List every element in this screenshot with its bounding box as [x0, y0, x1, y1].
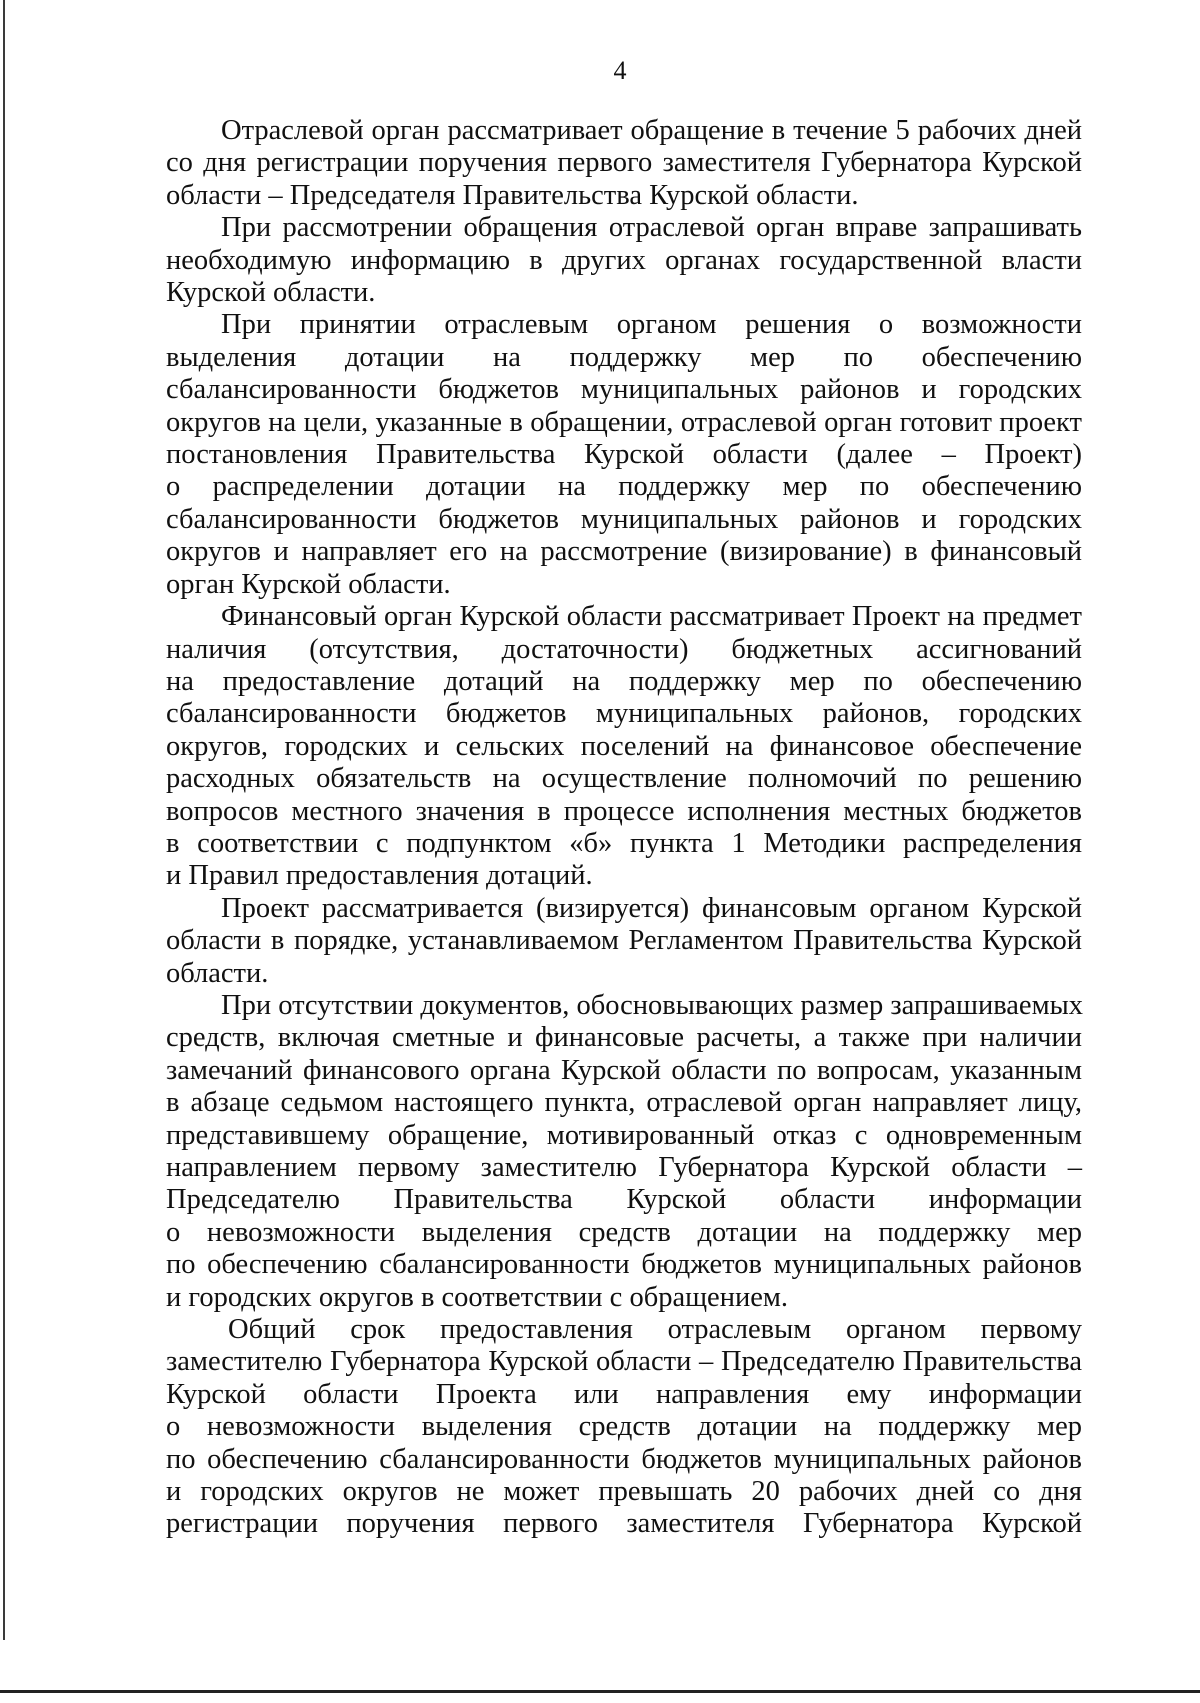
text-line: При принятии отраслевым органом решения о возможности	[221, 309, 1082, 341]
text-line: Председателю Правительства Курской области информации	[166, 1184, 1082, 1216]
text-line: на предоставление дотаций на поддержку мер по обеспечению	[166, 665, 1082, 697]
text-line: необходимую информацию в других органах государственной власти	[166, 244, 1082, 276]
text-line: Отраслевой орган рассматривает обращение в течение 5 рабочих дней	[221, 115, 1082, 146]
text-line: со дня регистрации поручения первого заместителя Губернатора Курской	[166, 147, 1082, 179]
text-line: о распределении дотации на поддержку мер по обеспечению	[166, 471, 1082, 503]
document-body	[166, 115, 1082, 1541]
text-line: Общий срок предоставления отраслевым органом первому	[228, 1314, 1082, 1346]
text-line: орган Курской области.	[166, 568, 451, 600]
text-line: сбалансированности бюджетов муниципальных районов, городских	[166, 698, 1082, 730]
scan-bottom-edge-line	[0, 1690, 1200, 1693]
text-line: о невозможности выделения средств дотации на поддержку мер	[166, 1411, 1082, 1443]
paragraph-draft-preparation	[166, 309, 1082, 601]
text-line: наличия (отсутствия, достаточности) бюджетных ассигнований	[166, 633, 1082, 665]
paragraph-refusal-grounds	[166, 990, 1082, 1314]
paragraph-approval-procedure	[166, 893, 1082, 990]
text-line: Проект рассматривается (визируется) финансовым органом Курской	[221, 892, 1082, 924]
text-line: постановления Правительства Курской области (далее – Проект)	[166, 439, 1082, 471]
text-line: в абзаце седьмом настоящего пункта, отраслевой орган направляет лицу,	[166, 1087, 1082, 1119]
paragraph-information-request	[166, 212, 1082, 309]
paragraph-financial-review	[166, 601, 1082, 893]
text-line: расходных обязательств на осуществление полномочий по решению	[166, 763, 1082, 795]
text-line: замечаний финансового органа Курской области по вопросам, указанным	[166, 1054, 1082, 1086]
paragraph-total-deadline	[166, 1314, 1082, 1541]
text-line: Финансовый орган Курской области рассматривает Проект на предмет	[221, 601, 1082, 633]
text-line: области – Председателя Правительства Курской области.	[166, 179, 859, 211]
text-line: области.	[166, 957, 269, 989]
text-line: округов и направляет его на рассмотрение (визирование) в финансовый	[166, 536, 1082, 568]
text-line: и Правил предоставления дотаций.	[166, 860, 593, 892]
paragraph-review-period	[166, 115, 1082, 212]
text-line: регистрации поручения первого заместителя Губернатора Курской	[166, 1508, 1082, 1540]
text-line: заместителю Губернатора Курской области – Председателю Правительства	[166, 1346, 1082, 1378]
text-line: по обеспечению сбалансированности бюджетов муниципальных районов	[166, 1249, 1082, 1281]
text-line: округов, городских и сельских поселений на финансовое обеспечение	[166, 730, 1082, 762]
text-line: Курской области.	[166, 277, 376, 309]
text-line: представившему обращение, мотивированный отказ с одновременным	[166, 1119, 1082, 1151]
text-line: округов на цели, указанные в обращении, отраслевой орган готовит проект	[166, 406, 1082, 438]
text-line: в соответствии с подпунктом «б» пункта 1 Методики распределения	[166, 827, 1082, 859]
text-line: При отсутствии документов, обосновывающих размер запрашиваемых	[221, 989, 1084, 1021]
text-line: Курской области Проекта или направления ему информации	[166, 1378, 1082, 1410]
text-line: вопросов местного значения в процессе исполнения местных бюджетов	[166, 795, 1082, 827]
scan-left-edge-line	[3, 0, 5, 1640]
text-line: средств, включая сметные и финансовые расчеты, а также при наличии	[166, 1022, 1082, 1054]
text-line: и городских округов в соответствии с обращением.	[166, 1281, 789, 1313]
text-line: выделения дотации на поддержку мер по обеспечению	[166, 341, 1082, 373]
text-line: о невозможности выделения средств дотации на поддержку мер	[166, 1216, 1082, 1248]
text-line: направлением первому заместителю Губернатора Курской области –	[166, 1152, 1082, 1183]
text-line: и городских округов не может превышать 20 рабочих дней со дня	[166, 1476, 1082, 1508]
text-line: области в порядке, устанавливаемом Регламентом Правительства Курской	[166, 925, 1082, 957]
text-line: сбалансированности бюджетов муниципальных районов и городских	[166, 374, 1082, 406]
text-line: сбалансированности бюджетов муниципальных районов и городских	[166, 503, 1082, 535]
page-number: 4	[613, 56, 627, 85]
text-line: При рассмотрении обращения отраслевой орган вправе запрашивать	[221, 212, 1082, 244]
text-line: по обеспечению сбалансированности бюджетов муниципальных районов	[166, 1443, 1082, 1475]
